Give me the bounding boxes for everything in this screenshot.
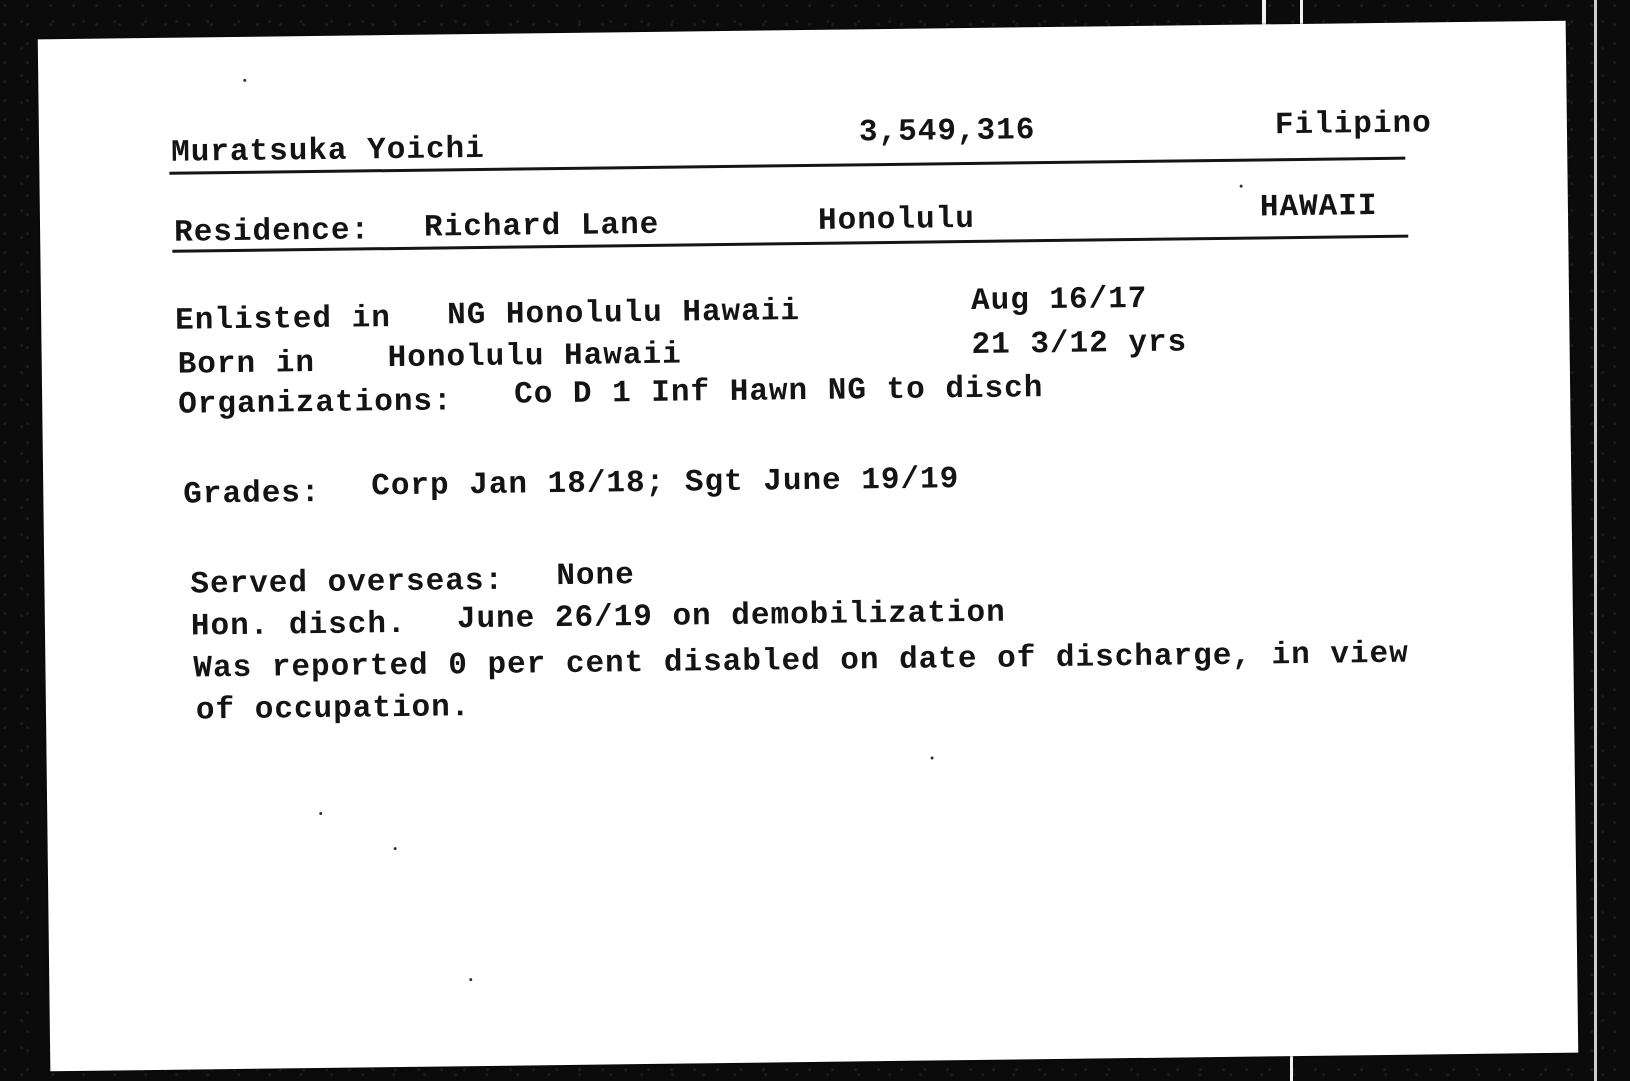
discharge-label: Hon. disch.: [190, 606, 407, 645]
born-place: Honolulu Hawaii: [387, 337, 682, 377]
born-age: 21 3/12 yrs: [971, 325, 1188, 363]
served-overseas-value: None: [556, 558, 635, 595]
enlisted-date: Aug 16/17: [970, 281, 1148, 319]
discharge-value: June 26/19 on demobilization: [456, 595, 1006, 638]
residence-street: Richard Lane: [423, 207, 660, 246]
grades-value: Corp Jan 18/18; Sgt June 19/19: [371, 462, 960, 505]
organizations-value: Co D 1 Inf Hawn NG to disch: [513, 371, 1044, 413]
disability-statement-continued: of occupation.: [195, 690, 471, 729]
served-overseas-label: Served overseas:: [190, 563, 505, 603]
residence-territory: HAWAII: [1259, 189, 1378, 226]
scan-speck: [469, 978, 472, 981]
scan-speck: [931, 756, 934, 759]
enlisted-label: Enlisted in: [174, 301, 392, 339]
grades-label: Grades:: [183, 475, 321, 513]
film-edge-mark: [1594, 0, 1597, 1081]
service-record-card: [38, 21, 1578, 1072]
born-label: Born in: [177, 346, 316, 383]
residence-label: Residence:: [173, 213, 371, 251]
residence-city: Honolulu: [817, 201, 976, 239]
organizations-label: Organizations:: [178, 384, 453, 423]
scan-speck: [319, 812, 322, 815]
disability-statement: Was reported 0 per cent disabled on date of discharge, in view: [193, 636, 1409, 687]
scan-speck: [1240, 185, 1243, 188]
scan-speck: [243, 79, 246, 82]
nationality: Filipino: [1274, 106, 1432, 144]
enlisted-place: NG Honolulu Hawaii: [446, 294, 801, 334]
service-number: 3,549,316: [858, 113, 1036, 151]
scan-speck: [394, 847, 397, 850]
soldier-name: Muratsuka Yoichi: [170, 131, 486, 171]
